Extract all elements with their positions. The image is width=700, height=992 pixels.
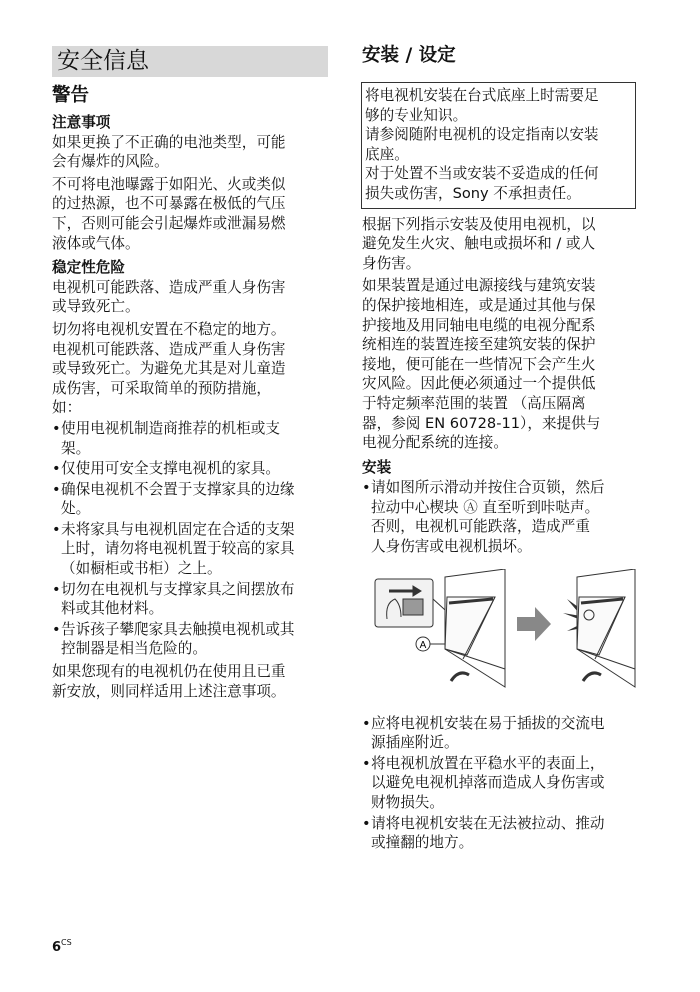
text-line: 人身伤害或电视机损坏。 bbox=[371, 538, 532, 556]
text-line: • 未将家具与电视机固定在合适的支架 bbox=[61, 520, 332, 540]
bullet-item bbox=[52, 480, 332, 519]
text-line: 拉动中心楔块 Ⓐ 直至听到咔哒声。 bbox=[371, 498, 600, 516]
subheading: 注意事项 bbox=[52, 114, 111, 131]
text-line: 电视分配系统的连接。 bbox=[362, 434, 508, 452]
section-title: 安全信息 bbox=[57, 48, 149, 74]
paragraph bbox=[52, 320, 332, 418]
text-line: 以避免电视机掉落而造成人身伤害或 bbox=[371, 774, 605, 792]
bullet-item bbox=[52, 419, 332, 458]
text-line: 如： bbox=[52, 399, 82, 417]
text-line: 的过热源，也不可暴露在极低的气压 bbox=[52, 195, 286, 213]
bullet-item bbox=[362, 814, 642, 853]
bullet-item bbox=[362, 714, 642, 753]
text-line: • 请如图所示滑动并按住合页锁，然后 bbox=[371, 478, 642, 498]
text-line: 根据下列指示安装及使用电视机，以 bbox=[362, 215, 596, 233]
section-title-bar bbox=[52, 46, 328, 77]
bullet-item bbox=[52, 580, 332, 619]
text-line: • 确保电视机不会置于支撑家具的边缘 bbox=[61, 480, 332, 500]
text-line: 身伤害。 bbox=[362, 254, 421, 272]
text-line: 液体或气体。 bbox=[52, 234, 140, 252]
notice-line: 底座。 bbox=[365, 145, 409, 163]
text-line: 如果您现有的电视机仍在使用且已重 bbox=[52, 663, 286, 681]
warning-heading: 警告 bbox=[52, 85, 90, 106]
text-line: 架。 bbox=[61, 439, 91, 457]
text-line: 灾风险。因此便必须通过一个提供低 bbox=[362, 375, 596, 393]
installation-illustration bbox=[367, 569, 637, 699]
paragraph bbox=[52, 662, 332, 701]
page-number bbox=[52, 940, 72, 955]
text-line: 源插座附近。 bbox=[371, 734, 459, 752]
page-number-value: 6 bbox=[52, 940, 62, 955]
notice-line: 将电视机安装在台式底座上时需要足 bbox=[365, 87, 599, 104]
paragraph bbox=[52, 175, 332, 253]
text-line: 接地，便可能在一些情况下会产生火 bbox=[362, 355, 596, 373]
text-line: • 请将电视机安装在无法被拉动、推动 bbox=[371, 814, 642, 834]
paragraph bbox=[52, 278, 332, 317]
text-line: 下，否则可能会引起爆炸或泄漏易燃 bbox=[52, 214, 286, 232]
right-column bbox=[362, 44, 642, 853]
language-code: CS bbox=[61, 938, 72, 947]
left-column bbox=[52, 84, 332, 701]
bullet-item bbox=[52, 520, 332, 579]
subheading: 稳定性危险 bbox=[52, 259, 125, 277]
text-line: • 应将电视机安装在易于插拔的交流电 bbox=[371, 714, 642, 734]
text-line: 切勿将电视机安置在不稳定的地方。 bbox=[52, 320, 286, 338]
text-line: 电视机可能跌落、造成严重人身伤害 bbox=[52, 340, 286, 358]
text-line: 的保护接地相连，或是通过其他与保 bbox=[362, 296, 596, 314]
text-line: 统相连的装置连接至建筑安装的保护 bbox=[362, 336, 596, 354]
text-line: 或导致死亡。 bbox=[52, 298, 140, 316]
text-line: 料或其他材料。 bbox=[61, 600, 164, 618]
text-line: 如果更换了不正确的电池类型，可能 bbox=[52, 133, 286, 151]
text-line: 会有爆炸的风险。 bbox=[52, 153, 169, 171]
notice-line: 对于处置不当或安装不妥造成的任何 bbox=[365, 165, 599, 183]
text-line: 或导致死亡。为避免尤其是对儿童造 bbox=[52, 360, 286, 378]
text-line: 或撞翻的地方。 bbox=[371, 834, 474, 852]
paragraph bbox=[52, 133, 332, 172]
notice-box bbox=[361, 82, 636, 209]
text-line: 如果装置是通过电源接线与建筑安装 bbox=[362, 277, 596, 295]
text-line: 处。 bbox=[61, 500, 91, 518]
bullet-item bbox=[362, 754, 642, 813]
text-line: （如橱柜或书柜）之上。 bbox=[61, 560, 222, 578]
callout-a-label: A bbox=[419, 639, 427, 651]
notice-line: 损失或伤害，Sony 不承担责任。 bbox=[365, 184, 581, 202]
text-line: • 将电视机放置在平稳水平的表面上， bbox=[371, 754, 642, 774]
text-line: • 告诉孩子攀爬家具去触摸电视机或其 bbox=[61, 620, 332, 640]
install-setup-heading: 安装 / 设定 bbox=[362, 45, 456, 66]
text-line: 控制器是相当危险的。 bbox=[61, 640, 207, 658]
text-line: 不可将电池曝露于如阳光、火或类似 bbox=[52, 175, 286, 193]
bullet-item bbox=[52, 459, 332, 479]
paragraph bbox=[362, 276, 642, 452]
next-step-arrow-icon bbox=[517, 607, 551, 641]
notice-line: 够的专业知识。 bbox=[365, 106, 468, 124]
text-line: • 仅使用可安全支撑电视机的家具。 bbox=[61, 459, 332, 479]
text-line: 避免发生火灾、触电或损坏和 / 或人 bbox=[362, 235, 596, 253]
bullet-item bbox=[362, 478, 642, 556]
text-line: 新安放，则同样适用上述注意事项。 bbox=[52, 682, 286, 700]
text-line: 器，参阅 EN 60728-11），来提供与 bbox=[362, 414, 601, 432]
notice-line: 请参阅随附电视机的设定指南以安装 bbox=[365, 126, 599, 144]
install-subheading: 安装 bbox=[362, 458, 392, 476]
paragraph bbox=[362, 215, 642, 274]
text-line: 成伤害，可采取简单的预防措施， bbox=[52, 379, 271, 397]
text-line: 上时，请勿将电视机置于较高的家具 bbox=[61, 540, 295, 558]
text-line: 否则，电视机可能跌落，造成严重 bbox=[371, 518, 590, 536]
text-line: 财物损失。 bbox=[371, 794, 444, 812]
text-line: 电视机可能跌落、造成严重人身伤害 bbox=[52, 278, 286, 296]
text-line: • 切勿在电视机与支撑家具之间摆放布 bbox=[61, 580, 332, 600]
bullet-item bbox=[52, 620, 332, 659]
text-line: • 使用电视机制造商推荐的机柜或支 bbox=[61, 419, 332, 439]
text-line: 于特定频率范围的装置 （高压隔离 bbox=[362, 394, 586, 412]
text-line: 护接地及用同轴电电缆的电视分配系 bbox=[362, 316, 596, 334]
rotate-arrow-icon bbox=[451, 673, 469, 681]
